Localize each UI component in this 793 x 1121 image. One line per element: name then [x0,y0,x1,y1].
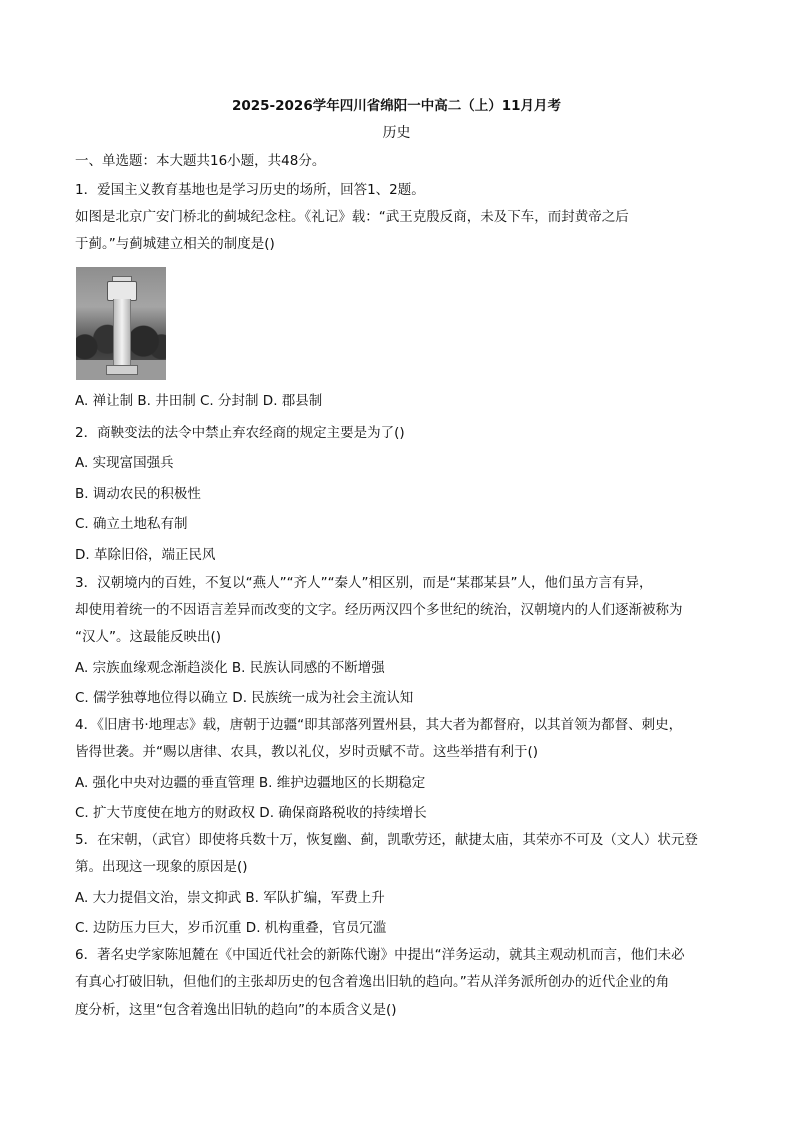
q1-stem-line2: 于蓟。”与蓟城建立相关的制度是() [75,236,275,252]
subject-label: 历史 [382,125,411,141]
q3-stem-line1: 3．汉朝境内的百姓，不复以“燕人”“齐人”“秦人”相区别，而是“某郡某县”人，他们虽方言有异， [75,575,653,591]
q3-options-line2: C. 儒学独尊地位得以确立 D. 民族统一成为社会主流认知 [75,690,414,706]
q5-options-line1: A. 大力提倡文治，崇文抑武 B. 军队扩编，军费上升 [75,890,385,906]
q2-option-c: C. 确立土地私有制 [75,516,188,532]
q2-option-b: B. 调动农民的积极性 [75,486,201,502]
jicheng-memorial-pillar-photo [76,267,166,380]
q2-stem: 2．商鞅变法的法令中禁止弃农经商的规定主要是为了() [75,425,405,441]
q4-stem-line1: 4．《旧唐书·地理志》载，唐朝于边疆“即其部落列置州县，其大者为都督府，以其首领为都督、刺史， [75,717,683,733]
q4-options-line1: A. 强化中央对边疆的垂直管理 B. 维护边疆地区的长期稳定 [75,775,426,791]
q6-stem-line1: 6．著名史学家陈旭麓在《中国近代社会的新陈代谢》中提出“洋务运动，就其主观动机而言，他们未必 [75,947,685,963]
q3-options-line1: A. 宗族血缘观念渐趋淡化 B. 民族认同感的不断增强 [75,660,385,676]
q4-stem-line2: 皆得世袭。并“赐以唐律、农具，教以礼仪，岁时贡赋不苛。这些举措有利于() [75,744,539,760]
q2-option-d: D. 革除旧俗，端正民风 [75,547,216,563]
q5-stem-line2: 第。出现这一现象的原因是() [75,859,248,875]
q6-stem-line3: 度分析，这里“包含着逸出旧轨的趋向”的本质含义是() [75,1002,397,1018]
q1-options: A. 禅让制 B. 井田制 C. 分封制 D. 郡县制 [75,393,323,409]
exam-title: 2025-2026学年四川省绵阳一中高二（上）11月月考 [231,98,562,114]
q2-option-a: A. 实现富国强兵 [75,455,174,471]
q1-intro: 1．爱国主义教育基地也是学习历史的场所，回答1、2题。 [75,182,425,198]
q5-stem-line1: 5．在宋朝，（武官）即使将兵数十万，恢复幽、蓟，凯歌劳还，献捷太庙，其荣亦不可及（文人）状元登 [75,832,698,848]
q5-options-line2: C. 边防压力巨大，岁币沉重 D. 机构重叠，官员冗滥 [75,920,387,936]
q3-stem-line2: 却使用着统一的不因语言差异而改变的文字。经历两汉四个多世纪的统治，汉朝境内的人们逐渐被称为 [75,602,683,618]
q4-options-line2: C. 扩大节度使在地方的财政权 D. 确保商路税收的持续增长 [75,805,427,821]
q3-stem-line3: “汉人”。这最能反映出() [75,629,222,645]
q1-stem-line1: 如图是北京广安门桥北的蓟城纪念柱。《礼记》载：“武王克殷反商，未及下车，而封黄帝之后 [75,209,629,225]
section-heading: 一、单选题：本大题共16小题，共48分。 [75,153,326,169]
q6-stem-line2: 有真心打破旧轨，但他们的主张却历史的包含着逸出旧轨的趋向。”若从洋务派所创办的近代企业的角 [75,974,670,990]
